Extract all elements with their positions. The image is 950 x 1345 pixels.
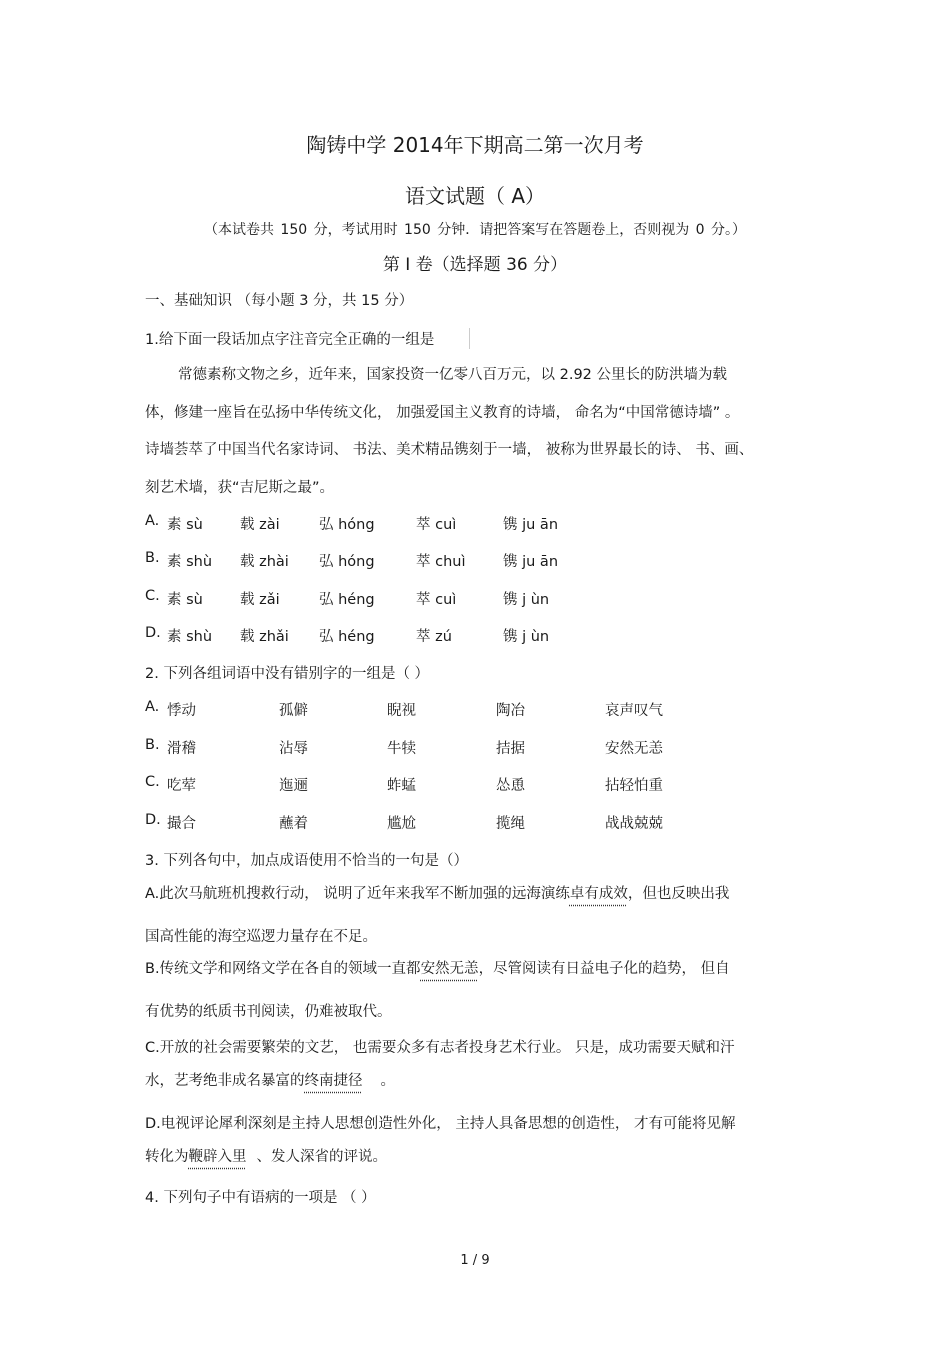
option-letter: D. — [145, 812, 161, 828]
option-item: 素 sù — [167, 517, 203, 533]
option-item: 哀声叹气 — [605, 703, 663, 719]
option-letter: D. — [145, 625, 161, 641]
q1-stem: 1.给下面一段话加点字注音完全正确的一组是 — [145, 328, 470, 349]
sentence-text: A.此次马航班机搜救行动， 说明了近年来我军不断加强的远海演练 — [145, 886, 570, 902]
sentence-text: ，但也反映出我 — [627, 886, 730, 902]
q3-option-c-line — [145, 1069, 395, 1090]
option-letter: B. — [145, 737, 160, 753]
q2-stem: 2. 下列各组词语中没有错别字的一组是（ ） — [145, 666, 430, 682]
option-item: 撮合 — [167, 816, 196, 832]
q4-stem: 4. 下列句子中有语病的一项是 （ ） — [145, 1190, 376, 1206]
q3-option-d-line: D.电视评论犀利深刻是主持人思想创造性外化， 主持人具备思想的创造性， 才有可能将见解 — [145, 1116, 736, 1132]
q1-option-c — [145, 588, 745, 610]
option-item: 怂恿 — [496, 778, 525, 794]
sentence-text: ，尽管阅读有日益电子化的趋势， 但自 — [478, 961, 730, 977]
option-item: 拈轻怕重 — [605, 778, 663, 794]
q1-option-a — [145, 513, 745, 535]
exam-subtitle: 语文试题（ A） — [404, 184, 546, 208]
option-item: 弘 hóng — [319, 517, 375, 533]
option-item: 睨视 — [387, 703, 416, 719]
option-letter: A. — [145, 513, 160, 529]
option-item: 载 zhǎi — [240, 629, 289, 645]
option-item: 镌 ju ān — [503, 554, 559, 570]
q2-option-d — [145, 812, 745, 834]
option-item: 迤逦 — [279, 778, 308, 794]
page-number: 1 / 9 — [460, 1253, 490, 1268]
q2-option-b — [145, 737, 745, 759]
option-item: 吃荤 — [167, 778, 196, 794]
option-item: 萃 cuì — [416, 517, 457, 533]
option-letter: C. — [145, 774, 160, 790]
option-item: 萃 zú — [416, 629, 452, 645]
option-item: 镌 ju ān — [503, 517, 559, 533]
option-item: 素 sù — [167, 592, 203, 608]
exam-instructions: （本试卷共 150 分，考试用时 150 分钟．请把答案写在答题卷上，否则视为 0 分。） — [203, 222, 747, 238]
sentence-text: 水，艺考绝非成名暴富的 — [145, 1073, 305, 1089]
option-letter: C. — [145, 588, 160, 604]
sentence-text: B.传统文学和网络文学在各自的领域一直都 — [145, 961, 421, 977]
q2-option-c — [145, 774, 745, 796]
sentence-text: 。 — [380, 1073, 395, 1089]
q3-option-b-line — [145, 957, 730, 978]
option-item: 弘 hóng — [319, 554, 375, 570]
option-item: 素 shù — [167, 554, 213, 570]
q3-option-d-line — [145, 1145, 387, 1166]
option-item: 孤僻 — [279, 703, 308, 719]
option-item: 安然无恙 — [605, 741, 663, 757]
option-item: 弘 héng — [319, 629, 375, 645]
q3-option-b-line: 有优势的纸质书刊阅读，仍难被取代。 — [145, 1004, 392, 1020]
q1-passage-line: 常德素称文物之乡，近年来，国家投资一亿零八百万元，以 2.92 公里长的防洪墙为载 — [178, 367, 728, 383]
q3-option-a-line: 国高性能的海空巡逻力量存在不足。 — [145, 929, 377, 945]
option-letter: B. — [145, 550, 160, 566]
q1-option-b — [145, 550, 745, 572]
q1-passage-line: 体，修建一座旨在弘扬中华传统文化， 加强爱国主义教育的诗墙， 命名为“中国常德诗墙” 。 — [145, 405, 740, 421]
option-item: 载 zǎi — [240, 592, 280, 608]
option-item: 牛犊 — [387, 741, 416, 757]
q1-passage-line: 诗墙荟萃了中国当代名家诗词、 书法、美术精品镌刻于一墙， 被称为世界最长的诗、 书、画、 — [145, 442, 754, 458]
option-item: 战战兢兢 — [605, 816, 663, 832]
q1-option-d — [145, 625, 745, 647]
option-item: 镌 j ùn — [503, 629, 550, 645]
q2-option-a — [145, 699, 745, 721]
q3-stem: 3. 下列各句中，加点成语使用不恰当的一句是（） — [145, 853, 468, 869]
option-item: 拮据 — [496, 741, 525, 757]
option-item: 滑稽 — [167, 741, 196, 757]
dotted-idiom: 卓有成效 — [569, 886, 628, 902]
option-item: 陶冶 — [496, 703, 525, 719]
option-item: 素 shù — [167, 629, 213, 645]
dotted-idiom: 安然无恙 — [420, 961, 479, 977]
option-item: 尴尬 — [387, 816, 416, 832]
sentence-text: 、发人深省的评说。 — [256, 1149, 387, 1165]
option-item: 揽绳 — [496, 816, 525, 832]
dotted-idiom: 鞭辟入里 — [188, 1149, 247, 1165]
exam-title: 陶铸中学 2014年下期高二第一次月考 — [306, 133, 644, 157]
option-item: 沾辱 — [279, 741, 308, 757]
q1-passage-line: 刻艺术墙，获“吉尼斯之最”。 — [145, 480, 335, 496]
q3-option-c-line: C.开放的社会需要繁荣的文艺， 也需要众多有志者投身艺术行业。 只是，成功需要天赋和汗 — [145, 1040, 735, 1056]
option-item: 载 zhài — [240, 554, 289, 570]
q3-option-a-line — [145, 882, 729, 903]
option-item: 载 zài — [240, 517, 280, 533]
section-heading: 一、基础知识 （每小题 3 分，共 15 分） — [145, 293, 414, 309]
sentence-text: 转化为 — [145, 1149, 189, 1165]
option-item: 萃 chuì — [416, 554, 466, 570]
option-item: 镌 j ùn — [503, 592, 550, 608]
option-item: 悸动 — [167, 703, 196, 719]
option-letter: A. — [145, 699, 160, 715]
option-item: 弘 héng — [319, 592, 375, 608]
volume-heading: 第 I 卷（选择题 36 分） — [382, 255, 568, 275]
option-item: 蚱蜢 — [387, 778, 416, 794]
option-item: 萃 cuì — [416, 592, 457, 608]
option-item: 蘸着 — [279, 816, 308, 832]
dotted-idiom: 终南捷径 — [304, 1073, 363, 1089]
